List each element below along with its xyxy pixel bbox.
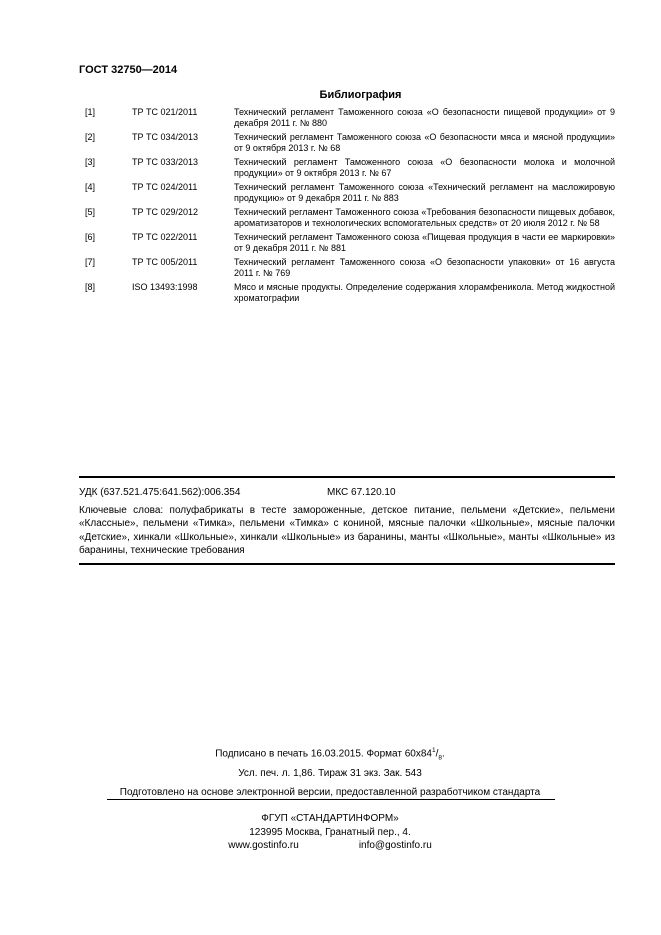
bibliography-item [85, 232, 615, 254]
bibliography-item [85, 107, 615, 129]
bibliography-item [85, 182, 615, 204]
publisher-website[interactable]: www.gostinfo.ru [228, 840, 299, 851]
bibliography-item-code: ТР ТС 005/2011 [132, 257, 198, 267]
bibliography-item-number: [2] [85, 132, 96, 142]
publisher-address: 123995 Москва, Гранатный пер., 4. [249, 827, 411, 838]
bibliography-item [85, 207, 615, 229]
bibliography-item-code: ТР ТС 034/2013 [132, 132, 199, 142]
publisher-contacts [110, 840, 550, 851]
bibliography-item-number: [8] [85, 282, 96, 292]
bibliography-item-code: ISO 13493:1998 [132, 282, 198, 292]
bibliography-item-code: ТР ТС 021/2011 [132, 107, 198, 117]
prepared-note: Подготовлено на основе электронной версии, предоставленной разработчиком стандарта [119, 787, 541, 798]
signed-for-print: Подписано в печать 16.03.2015. Формат $60x84^1/_8$. [215, 747, 445, 762]
bibliography-list [85, 107, 615, 307]
bibliography-item-text: Технический регламент Таможенного союза «О безопасности упаковки» от 16 августа 2011 г. № 769 [234, 257, 615, 278]
publisher-email[interactable]: info@gostinfo.ru [358, 840, 432, 851]
bibliography-item-number: [7] [85, 257, 96, 267]
bibliography-title: Библиография [319, 89, 402, 101]
bibliography-item-code: ТР ТС 033/2013 [132, 157, 199, 167]
format-numerator: 1 [431, 747, 436, 754]
classification-top-divider [79, 476, 615, 478]
signed-end: . [442, 748, 445, 760]
bibliography-item-text: Технический регламент Таможенного союза «Требования безопасности пищевых добавок, ароматизаторов и технологических вспомогательных средств» от 20 июля 2012 г. № 58 [234, 207, 615, 228]
bibliography-item-text: Технический регламент Таможенного союза «О безопасности пищевой продукции» от 9 декабря 2011 г. № 880 [234, 107, 615, 128]
bibliography-item [85, 132, 615, 154]
udk-code: УДК (637.521.475:641.562):006.354 [79, 487, 241, 498]
publisher-name: ФГУП «СТАНДАРТИНФОРМ» [261, 813, 399, 824]
keywords: Ключевые слова: полуфабрикаты в тесте замороженные, детское питание, пельмени «Детские», пельмени «Классные», пельмени «Тимка», пельмени «Тимка» с кониной, мясные палочки «Школьные», мясные палочки «Детские», хинкали «Школьные», хинкали «Школьные» из баранины, манты «Школьные», манты «Школьные» из баранины, технические требования [79, 505, 615, 557]
bibliography-item [85, 157, 615, 179]
bibliography-item-number: [5] [85, 207, 96, 217]
imprint-divider [107, 799, 555, 800]
bibliography-item [85, 257, 615, 279]
bibliography-item-text: Мясо и мясные продукты. Определение содержания хлорамфеникола. Метод жидкостной хроматографии [234, 282, 615, 303]
bibliography-item-number: [3] [85, 157, 96, 167]
format-denominator: 8 [438, 754, 443, 762]
bibliography-item-number: [1] [85, 107, 96, 117]
bibliography-item-text: Технический регламент Таможенного союза «О безопасности молока и молочной продукции» от 9 октября 2013 г. № 67 [234, 157, 615, 178]
classification-bottom-divider [79, 563, 615, 565]
print-sheets: Усл. печ. л. 1,86. Тираж 31 экз. Зак. 543 [238, 768, 422, 779]
bibliography-item [85, 282, 615, 304]
mks-code: МКС 67.120.10 [327, 487, 396, 498]
bibliography-item-code: ТР ТС 029/2012 [132, 207, 199, 217]
document-code: ГОСТ 32750—2014 [79, 64, 178, 76]
bibliography-item-number: [4] [85, 182, 96, 192]
signed-text: Подписано в печать 16.03.2015. Формат 60x84 [215, 748, 432, 760]
bibliography-item-code: ТР ТС 024/2011 [132, 182, 198, 192]
bibliography-item-text: Технический регламент Таможенного союза «Технический регламент на масложировую продукцию» от 9 декабря 2011 г. № 883 [234, 182, 615, 203]
bibliography-item-text: Технический регламент Таможенного союза «Пищевая продукция в части ее маркировки» от 9 декабря 2011 г. № 881 [234, 232, 615, 253]
bibliography-item-text: Технический регламент Таможенного союза «О безопасности мяса и мясной продукции» от 9 октября 2013 г. № 68 [234, 132, 615, 153]
bibliography-item-number: [6] [85, 232, 96, 242]
bibliography-item-code: ТР ТС 022/2011 [132, 232, 198, 242]
